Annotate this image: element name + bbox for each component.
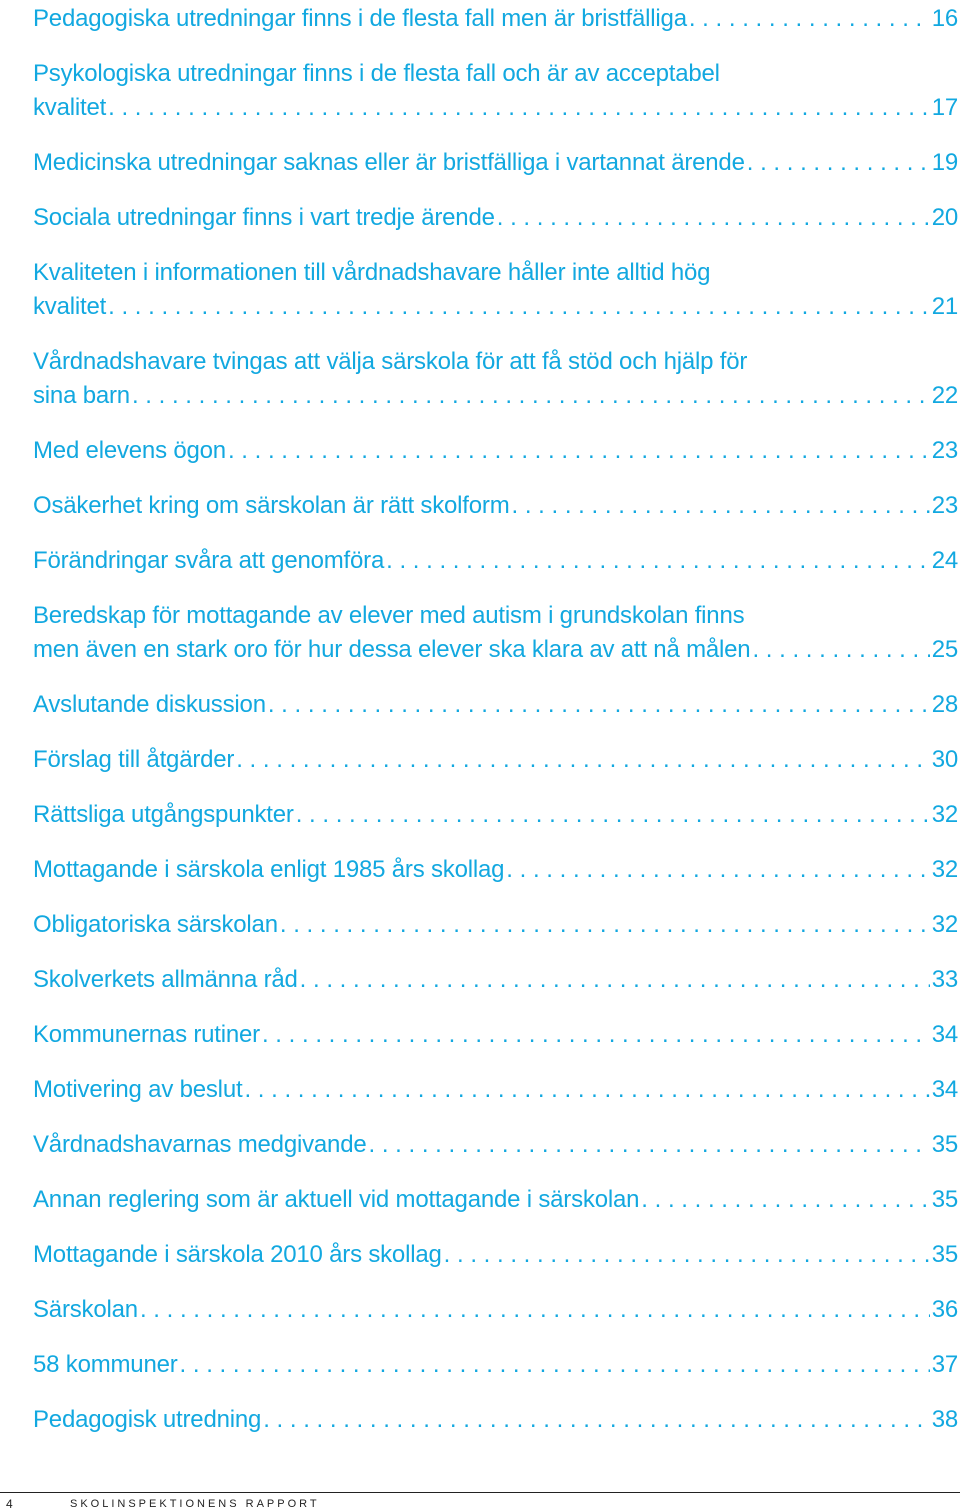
toc-entry-line (33, 544, 958, 578)
toc-entry-title: Kommunernas rutiner (33, 1021, 260, 1048)
dot-leader (130, 379, 930, 413)
toc-entry-line (33, 379, 958, 413)
toc-entry-title: men även en stark oro för hur dessa elever ska klara av att nå målen (33, 636, 751, 663)
dot-leader (178, 1348, 930, 1382)
dot-leader (106, 290, 930, 324)
dot-leader (261, 1403, 930, 1437)
dot-leader (278, 908, 930, 942)
toc-entry[interactable] (33, 1183, 958, 1217)
toc-entry[interactable] (33, 1073, 958, 1107)
toc-page-number: 35 (931, 1241, 958, 1268)
toc-page-number: 28 (931, 691, 958, 718)
toc-entry-title: Sociala utredningar finns i vart tredje ärende (33, 204, 495, 231)
toc-entry-line (33, 91, 958, 125)
toc-entry[interactable] (33, 1018, 958, 1052)
toc-entry-title: Vårdnadshavarnas medgivande (33, 1131, 367, 1158)
footer-page-number: 4 (6, 1497, 13, 1511)
toc-entry-line (33, 146, 958, 180)
dot-leader (495, 201, 930, 235)
toc-page-number: 25 (931, 636, 958, 663)
toc-page-number: 34 (931, 1076, 958, 1103)
toc-entry[interactable] (33, 256, 958, 324)
dot-leader (298, 963, 930, 997)
dot-leader (504, 853, 929, 887)
toc-entry[interactable] (33, 1293, 958, 1327)
toc-entry-title: Rättsliga utgångspunkter (33, 801, 294, 828)
toc-entry[interactable] (33, 798, 958, 832)
toc-entry-line (33, 290, 958, 324)
toc-entry[interactable] (33, 57, 958, 125)
toc-entry-line (33, 201, 958, 235)
dot-leader (106, 91, 930, 125)
toc-entry[interactable] (33, 908, 958, 942)
toc-entry-line (33, 1018, 958, 1052)
toc-entry-title-line: Beredskap för mottagande av elever med autism i grundskolan finns (33, 602, 745, 629)
toc-entry-line (33, 1238, 958, 1272)
dot-leader (226, 434, 930, 468)
toc-entry-title: Mottagande i särskola 2010 års skollag (33, 1241, 442, 1268)
toc-page-number: 19 (931, 149, 958, 176)
toc-entry[interactable] (33, 201, 958, 235)
toc-entry-title-line: Vårdnadshavare tvingas att välja särskola för att få stöd och hjälp för (33, 348, 748, 375)
toc-entry-title: Förslag till åtgärder (33, 746, 235, 773)
dot-leader (260, 1018, 930, 1052)
footer-publication-title: SKOLINSPEKTIONENS RAPPORT (70, 1498, 320, 1510)
toc-entry-line (33, 798, 958, 832)
dot-leader (745, 146, 930, 180)
toc-entry[interactable] (33, 345, 958, 413)
toc-page-number: 34 (931, 1021, 958, 1048)
dot-leader (384, 544, 930, 578)
dot-leader (442, 1238, 930, 1272)
toc-entry-line (33, 853, 958, 887)
toc-entry-title: sina barn (33, 382, 130, 409)
toc-page-number: 35 (931, 1186, 958, 1213)
toc-entry-title: Motivering av beslut (33, 1076, 243, 1103)
toc-entry-line (33, 743, 958, 777)
toc-entry-line (33, 1293, 958, 1327)
toc-page-number: 17 (931, 94, 958, 121)
toc-entry-title-line: Kvaliteten i informationen till vårdnadshavare håller inte alltid hög (33, 259, 711, 286)
dot-leader (294, 798, 930, 832)
toc-entry-title: Pedagogisk utredning (33, 1406, 262, 1433)
toc-entry-title: kvalitet (33, 293, 107, 320)
dot-leader (750, 633, 929, 667)
toc-page-number: 30 (931, 746, 958, 773)
toc-entry-line (33, 688, 958, 722)
toc-entry-line (33, 1128, 958, 1162)
toc-entry-title: Med elevens ögon (33, 437, 226, 464)
dot-leader (367, 1128, 930, 1162)
toc-page-number: 37 (931, 1351, 958, 1378)
toc-page-number: 38 (931, 1406, 958, 1433)
toc-page-number: 20 (931, 204, 958, 231)
table-of-contents (33, 0, 958, 1458)
toc-entry-title: Annan reglering som är aktuell vid mottagande i särskolan (33, 1186, 640, 1213)
toc-entry-line (33, 908, 958, 942)
toc-entry-title: 58 kommuner (33, 1351, 178, 1378)
toc-entry-line (33, 1348, 958, 1382)
toc-entry-title: Mottagande i särskola enligt 1985 års skollag (33, 856, 505, 883)
toc-entry-title: Pedagogiska utredningar finns i de flesta fall men är bristfälliga (33, 5, 687, 32)
toc-entry[interactable] (33, 489, 958, 523)
toc-page-number: 22 (931, 382, 958, 409)
toc-entry[interactable] (33, 1128, 958, 1162)
toc-entry-line (33, 489, 958, 523)
dot-leader (266, 688, 930, 722)
toc-entry-line (33, 963, 958, 997)
dot-leader (639, 1183, 929, 1217)
toc-entry-line (33, 633, 958, 667)
toc-entry-title: Förändringar svåra att genomföra (33, 547, 385, 574)
toc-page-number: 33 (931, 966, 958, 993)
toc-entry-title: Obligatoriska särskolan (33, 911, 278, 938)
toc-entry-title-line: Psykologiska utredningar finns i de flesta fall och är av acceptabel (33, 60, 720, 87)
toc-entry[interactable] (33, 544, 958, 578)
toc-entry-title: Särskolan (33, 1296, 138, 1323)
toc-entry[interactable] (33, 434, 958, 468)
toc-entry-title: kvalitet (33, 94, 107, 121)
toc-page-number: 23 (931, 437, 958, 464)
dot-leader (687, 2, 930, 36)
toc-entry[interactable] (33, 743, 958, 777)
toc-entry-line (33, 1183, 958, 1217)
toc-page-number: 32 (931, 911, 958, 938)
toc-page-number: 24 (931, 547, 958, 574)
dot-leader (510, 489, 930, 523)
toc-entry[interactable] (33, 146, 958, 180)
toc-page-number: 32 (931, 856, 958, 883)
page-footer (0, 1492, 960, 1512)
toc-page-number: 32 (931, 801, 958, 828)
dot-leader (234, 743, 929, 777)
toc-page-number: 21 (931, 293, 958, 320)
toc-entry-line (33, 1403, 958, 1437)
toc-entry[interactable] (33, 1348, 958, 1382)
toc-page-number: 23 (931, 492, 958, 519)
toc-page-number: 16 (931, 5, 958, 32)
toc-entry[interactable] (33, 1238, 958, 1272)
toc-entry-line (33, 434, 958, 468)
toc-entry[interactable] (33, 688, 958, 722)
toc-entry-title: Medicinska utredningar saknas eller är bristfälliga i vartannat ärende (33, 149, 745, 176)
toc-entry-title: Skolverkets allmänna råd (33, 966, 298, 993)
toc-entry-line (33, 1073, 958, 1107)
toc-entry-line (33, 2, 958, 36)
toc-entry[interactable] (33, 599, 958, 667)
toc-entry[interactable] (33, 1403, 958, 1437)
toc-entry-title: Osäkerhet kring om särskolan är rätt skolform (33, 492, 510, 519)
toc-page-number: 36 (931, 1296, 958, 1323)
toc-entry[interactable] (33, 853, 958, 887)
toc-entry[interactable] (33, 2, 958, 36)
toc-entry-title: Avslutande diskussion (33, 691, 266, 718)
toc-page-number: 35 (931, 1131, 958, 1158)
dot-leader (138, 1293, 930, 1327)
dot-leader (242, 1073, 929, 1107)
toc-entry[interactable] (33, 963, 958, 997)
